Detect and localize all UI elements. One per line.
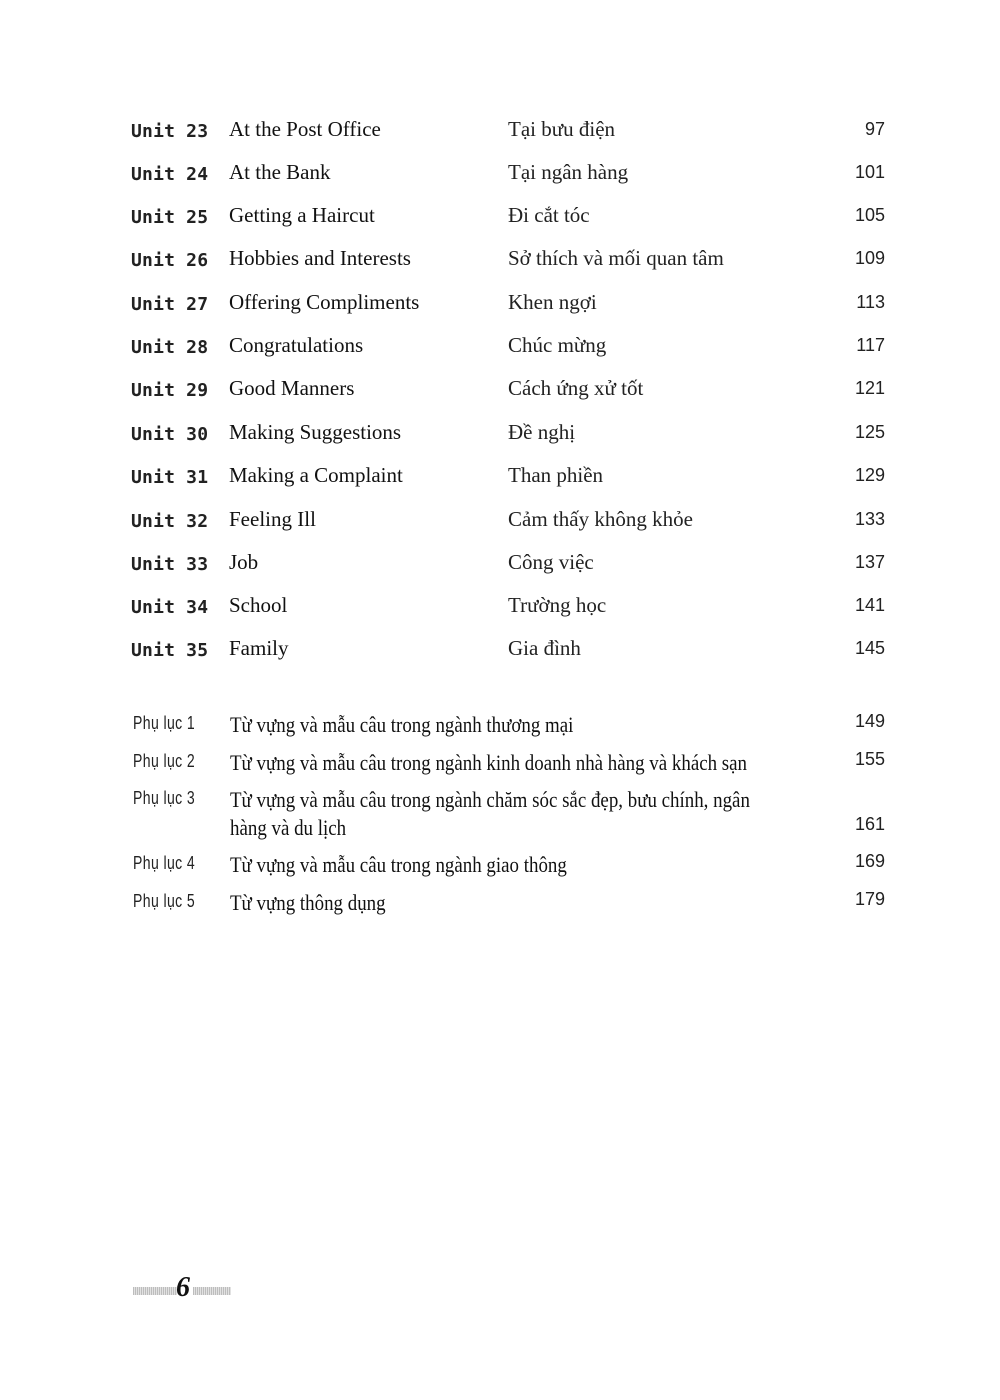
unit-vietnamese-title: Sở thích và mối quan tâm	[508, 246, 724, 270]
footer-decor-bar-left	[133, 1287, 177, 1295]
unit-english-title: Feeling Ill	[229, 507, 316, 531]
toc-unit-row[interactable]	[0, 550, 1000, 586]
unit-page-number: 117	[856, 335, 885, 355]
appendix-title-line: Từ vựng và mẫu câu trong ngành kinh doanh nhà hàng và khách sạn	[230, 750, 748, 775]
page-number: 6	[176, 1272, 190, 1303]
unit-label: Unit 32	[131, 511, 209, 532]
toc-unit-row[interactable]	[0, 463, 1000, 499]
appendix-title-line: Từ vựng và mẫu câu trong ngành chăm sóc sắc đẹp, bưu chính, ngân	[230, 787, 750, 812]
unit-vietnamese-title: Than phiền	[508, 463, 604, 487]
toc-unit-row[interactable]	[0, 290, 1000, 326]
unit-vietnamese-title: Cách ứng xử tốt	[508, 376, 644, 400]
unit-label: Unit 26	[131, 250, 209, 271]
toc-unit-row[interactable]	[0, 593, 1000, 629]
unit-vietnamese-title: Công việc	[508, 550, 594, 574]
appendix-label: Phụ lục 5	[133, 891, 196, 911]
unit-label: Unit 35	[131, 640, 209, 661]
unit-label: Unit 28	[131, 337, 209, 358]
toc-appendix-row[interactable]	[0, 889, 1000, 921]
unit-page-number: 133	[854, 509, 885, 529]
toc-unit-row[interactable]	[0, 117, 1000, 153]
unit-label: Unit 33	[131, 554, 209, 575]
unit-vietnamese-title: Chúc mừng	[508, 333, 607, 357]
toc-unit-row[interactable]	[0, 333, 1000, 369]
appendix-label: Phụ lục 1	[133, 713, 196, 733]
unit-english-title: Family	[229, 636, 289, 660]
unit-vietnamese-title: Đề nghị	[508, 420, 576, 444]
appendix-page-number: 161	[854, 814, 885, 834]
toc-unit-row[interactable]	[0, 420, 1000, 456]
unit-english-title: Hobbies and Interests	[229, 246, 411, 270]
unit-vietnamese-title: Cảm thấy không khỏe	[508, 507, 693, 531]
unit-page-number: 121	[854, 378, 885, 398]
unit-page-number: 113	[856, 292, 885, 312]
page-footer	[133, 1272, 231, 1303]
unit-label: Unit 29	[131, 380, 209, 401]
unit-english-title: At the Post Office	[229, 117, 381, 141]
unit-label: Unit 23	[131, 121, 209, 142]
toc-unit-row[interactable]	[0, 636, 1000, 672]
toc-appendix-row[interactable]	[0, 711, 1000, 743]
appendix-title	[230, 889, 830, 917]
unit-page-number: 137	[854, 552, 885, 572]
appendix-page-number: 179	[854, 889, 885, 909]
appendix-label: Phụ lục 2	[133, 751, 196, 771]
unit-page-number: 97	[864, 119, 885, 139]
unit-english-title: Offering Compliments	[229, 290, 420, 314]
toc-unit-row[interactable]	[0, 203, 1000, 239]
appendix-label: Phụ lục 4	[133, 853, 196, 873]
unit-english-title: At the Bank	[229, 160, 331, 184]
toc-appendix-row[interactable]	[0, 749, 1000, 781]
footer-decor-bar-right	[193, 1287, 231, 1295]
unit-english-title: Getting a Haircut	[229, 203, 375, 227]
toc-appendix-row[interactable]	[0, 786, 1000, 846]
toc-unit-row[interactable]	[0, 246, 1000, 282]
appendix-title-line: Từ vựng và mẫu câu trong ngành giao thông	[230, 852, 567, 877]
appendix-title-line: hàng và du lịch	[230, 815, 347, 840]
unit-page-number: 125	[854, 422, 885, 442]
unit-english-title: School	[229, 593, 288, 617]
unit-vietnamese-title: Đi cắt tóc	[508, 203, 590, 227]
unit-label: Unit 27	[131, 294, 209, 315]
appendix-title	[230, 749, 830, 777]
unit-label: Unit 30	[131, 424, 209, 445]
unit-english-title: Job	[229, 550, 259, 574]
unit-vietnamese-title: Trường học	[508, 593, 607, 617]
appendix-page-number: 149	[854, 711, 885, 731]
unit-page-number: 145	[854, 638, 885, 658]
unit-page-number: 101	[854, 162, 885, 182]
unit-page-number: 109	[854, 248, 885, 268]
unit-vietnamese-title: Khen ngợi	[508, 290, 597, 314]
unit-english-title: Congratulations	[229, 333, 364, 357]
unit-english-title: Making a Complaint	[229, 463, 403, 487]
appendix-page-number: 169	[854, 851, 885, 871]
toc-unit-row[interactable]	[0, 507, 1000, 543]
appendix-title	[230, 851, 830, 879]
unit-page-number: 141	[854, 595, 885, 615]
unit-page-number: 129	[854, 465, 885, 485]
unit-label: Unit 24	[131, 164, 209, 185]
unit-label: Unit 31	[131, 467, 209, 488]
unit-vietnamese-title: Tại bưu điện	[508, 117, 616, 141]
appendix-title-line: Từ vựng thông dụng	[230, 890, 386, 915]
unit-vietnamese-title: Tại ngân hàng	[508, 160, 629, 184]
appendix-label: Phụ lục 3	[133, 788, 196, 808]
toc-unit-row[interactable]	[0, 376, 1000, 412]
unit-english-title: Making Suggestions	[229, 420, 402, 444]
unit-label: Unit 25	[131, 207, 209, 228]
appendix-page-number: 155	[854, 749, 885, 769]
toc-unit-row[interactable]	[0, 160, 1000, 196]
unit-label: Unit 34	[131, 597, 209, 618]
appendix-title-line: Từ vựng và mẫu câu trong ngành thương mại	[230, 712, 574, 737]
unit-page-number: 105	[854, 205, 885, 225]
unit-vietnamese-title: Gia đình	[508, 636, 581, 660]
appendix-title	[230, 711, 830, 739]
unit-english-title: Good Manners	[229, 376, 355, 400]
toc-appendix-row[interactable]	[0, 851, 1000, 883]
appendix-title	[230, 786, 830, 842]
